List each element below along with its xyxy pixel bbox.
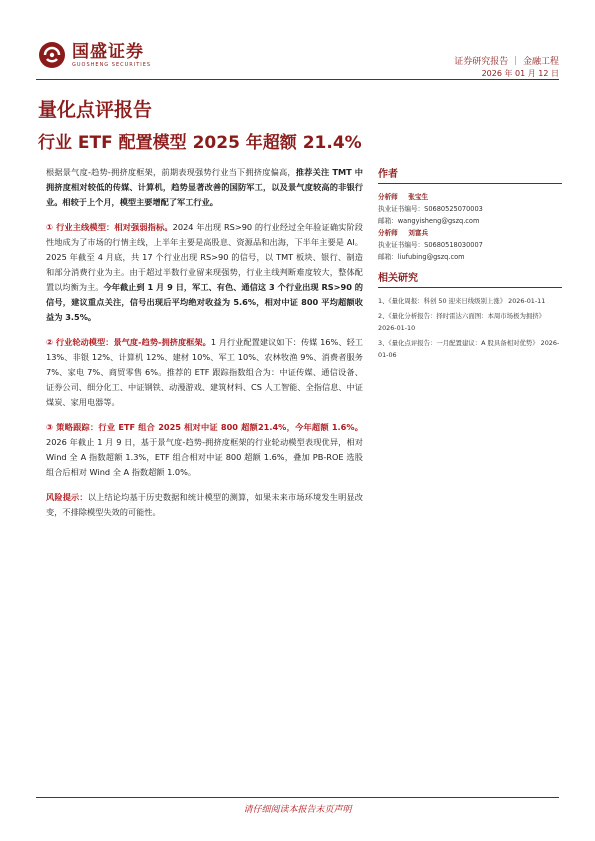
author-1-role: 分析师 bbox=[378, 193, 398, 201]
section-1 bbox=[46, 220, 363, 325]
report-date: 2026 年 01 月 12 日 bbox=[481, 69, 559, 78]
sidebar bbox=[378, 165, 562, 364]
author-1 bbox=[378, 191, 562, 203]
intro-paragraph bbox=[46, 165, 363, 210]
report-category: 证券研究报告 ｜ 金融工程 bbox=[454, 57, 559, 67]
related-item[interactable]: 1、《量化周报：科创 50 迎来日线级别上涨》 2026-01-11 bbox=[378, 297, 546, 305]
brand-name-en: GUOSHENG SECURITIES bbox=[72, 61, 152, 68]
footer-note: 请仔细阅读本报告末页声明 bbox=[243, 805, 352, 815]
section-3-text: 2026 年截止 1 月 9 日，基于景气度-趋势-拥挤度框架的行业轮动模型表现优异，相对 Wind 全 A 指数超额 1.3%，ETF 组合相对中证 800 超额 1.6%，叠加 PB-ROE 选股组合后相对 Wind 全 A 指数超额 1.0%。 bbox=[46, 437, 363, 477]
brand-logo bbox=[38, 40, 151, 70]
author-1-name: 张宝生 bbox=[408, 193, 429, 201]
risk-text: 以上结论均基于历史数据和统计模型的测算，如果未来市场环境发生明显改变，不排除模型失效的可能性。 bbox=[46, 492, 363, 517]
brand-name: 国盛证券 bbox=[72, 41, 144, 62]
section-3-heading: ③ 策略跟踪：行业 ETF 组合 2025 相对中证 800 超额 bbox=[46, 422, 258, 432]
related-heading: 相关研究 bbox=[378, 269, 562, 288]
report-type: 量化点评报告 bbox=[38, 99, 153, 121]
intro-bold: 推荐关注 TMT 中拥挤度相对较低的传媒、计算机，趋势显著改善的国防军工，以及景气度较高的非银行业。相较于上个月，模型主要增配了军工行业。 bbox=[46, 167, 363, 207]
risk-warning bbox=[46, 490, 363, 520]
author-1-email[interactable]: 邮箱：wangyisheng@gszq.com bbox=[378, 217, 480, 225]
section-1-bold: 今年截止到 1 月 9 日，军工、有色、通信这 3 个行业出现 RS>90 的信号，建议重点关注，信号出现后平均绝对收益为 5.6%，相对中证 800 平均超额收益为 3.5%。 bbox=[46, 282, 363, 322]
risk-heading: 风险提示： bbox=[46, 492, 88, 502]
section-2-heading: ② 行业轮动模型：景气度-趋势-拥挤度框架。 bbox=[46, 337, 211, 347]
related-item[interactable]: 2、《量化分析报告：择时雷达六面图：本周市场极为拥挤》 2026-01-10 bbox=[378, 312, 546, 332]
main-content bbox=[46, 165, 363, 530]
author-2-name: 刘富兵 bbox=[408, 229, 429, 237]
authors-heading: 作者 bbox=[378, 165, 562, 184]
author-2-email[interactable]: 邮箱：liufubing@gszq.com bbox=[378, 253, 465, 261]
section-1-text: 2024 年出现 RS>90 的行业经过全年验证确实阶段性地成为了市场的行情主线，上半年主要是高股息、资源品和出海，下半年主要是 AI。2025 年截至 4 月底，共 17 个行业出现 RS>90 的信号，以 TMT 板块、银行、制造和部分消费行业为主。由于超过半数行业留来现强势，行业主线判断难度较大，整体配置以均衡为主。 bbox=[46, 222, 363, 292]
section-2 bbox=[46, 335, 363, 410]
section-1-heading: ① 行业主线模型：相对强弱指标。 bbox=[46, 222, 173, 232]
footer-divider bbox=[36, 797, 559, 798]
related-item[interactable]: 3、《量化点评报告：一月配置建议：A 股具备相对优势》 2026-01-06 bbox=[378, 339, 560, 359]
section-3-heading-cont: 21.4%，今年超额 1.6%。 bbox=[257, 422, 363, 432]
section-3 bbox=[46, 420, 363, 480]
author-2-cert: 执业证书编号：S0680518030007 bbox=[378, 241, 483, 249]
author-1-cert: 执业证书编号：S0680525070003 bbox=[378, 205, 483, 213]
report-title: 行业 ETF 配置模型 2025 年超额 21.4% bbox=[38, 133, 362, 153]
author-2 bbox=[378, 227, 562, 239]
logo-mark-icon bbox=[38, 41, 66, 69]
intro-text: 根据景气度-趋势-拥挤度框架，前期表现强势行业当下拥挤度偏高， bbox=[46, 167, 296, 177]
author-2-role: 分析师 bbox=[378, 229, 398, 237]
section-2-text: 1 月行业配置建议如下：传媒 16%、轻工 13%、非银 12%、计算机 12%、建材 10%、军工 10%、农林牧渔 9%、消费者服务 7%、家电 7%、商贸零售 6%。推荐的 ETF 跟踪指数组合为：中证传媒、通信设备、证券公司、细分化工、中证钢铁、动漫游戏、建筑材料、CS 人工智能、全指信息、中证煤炭、家用电器等。 bbox=[46, 337, 363, 407]
header-divider bbox=[36, 79, 559, 80]
